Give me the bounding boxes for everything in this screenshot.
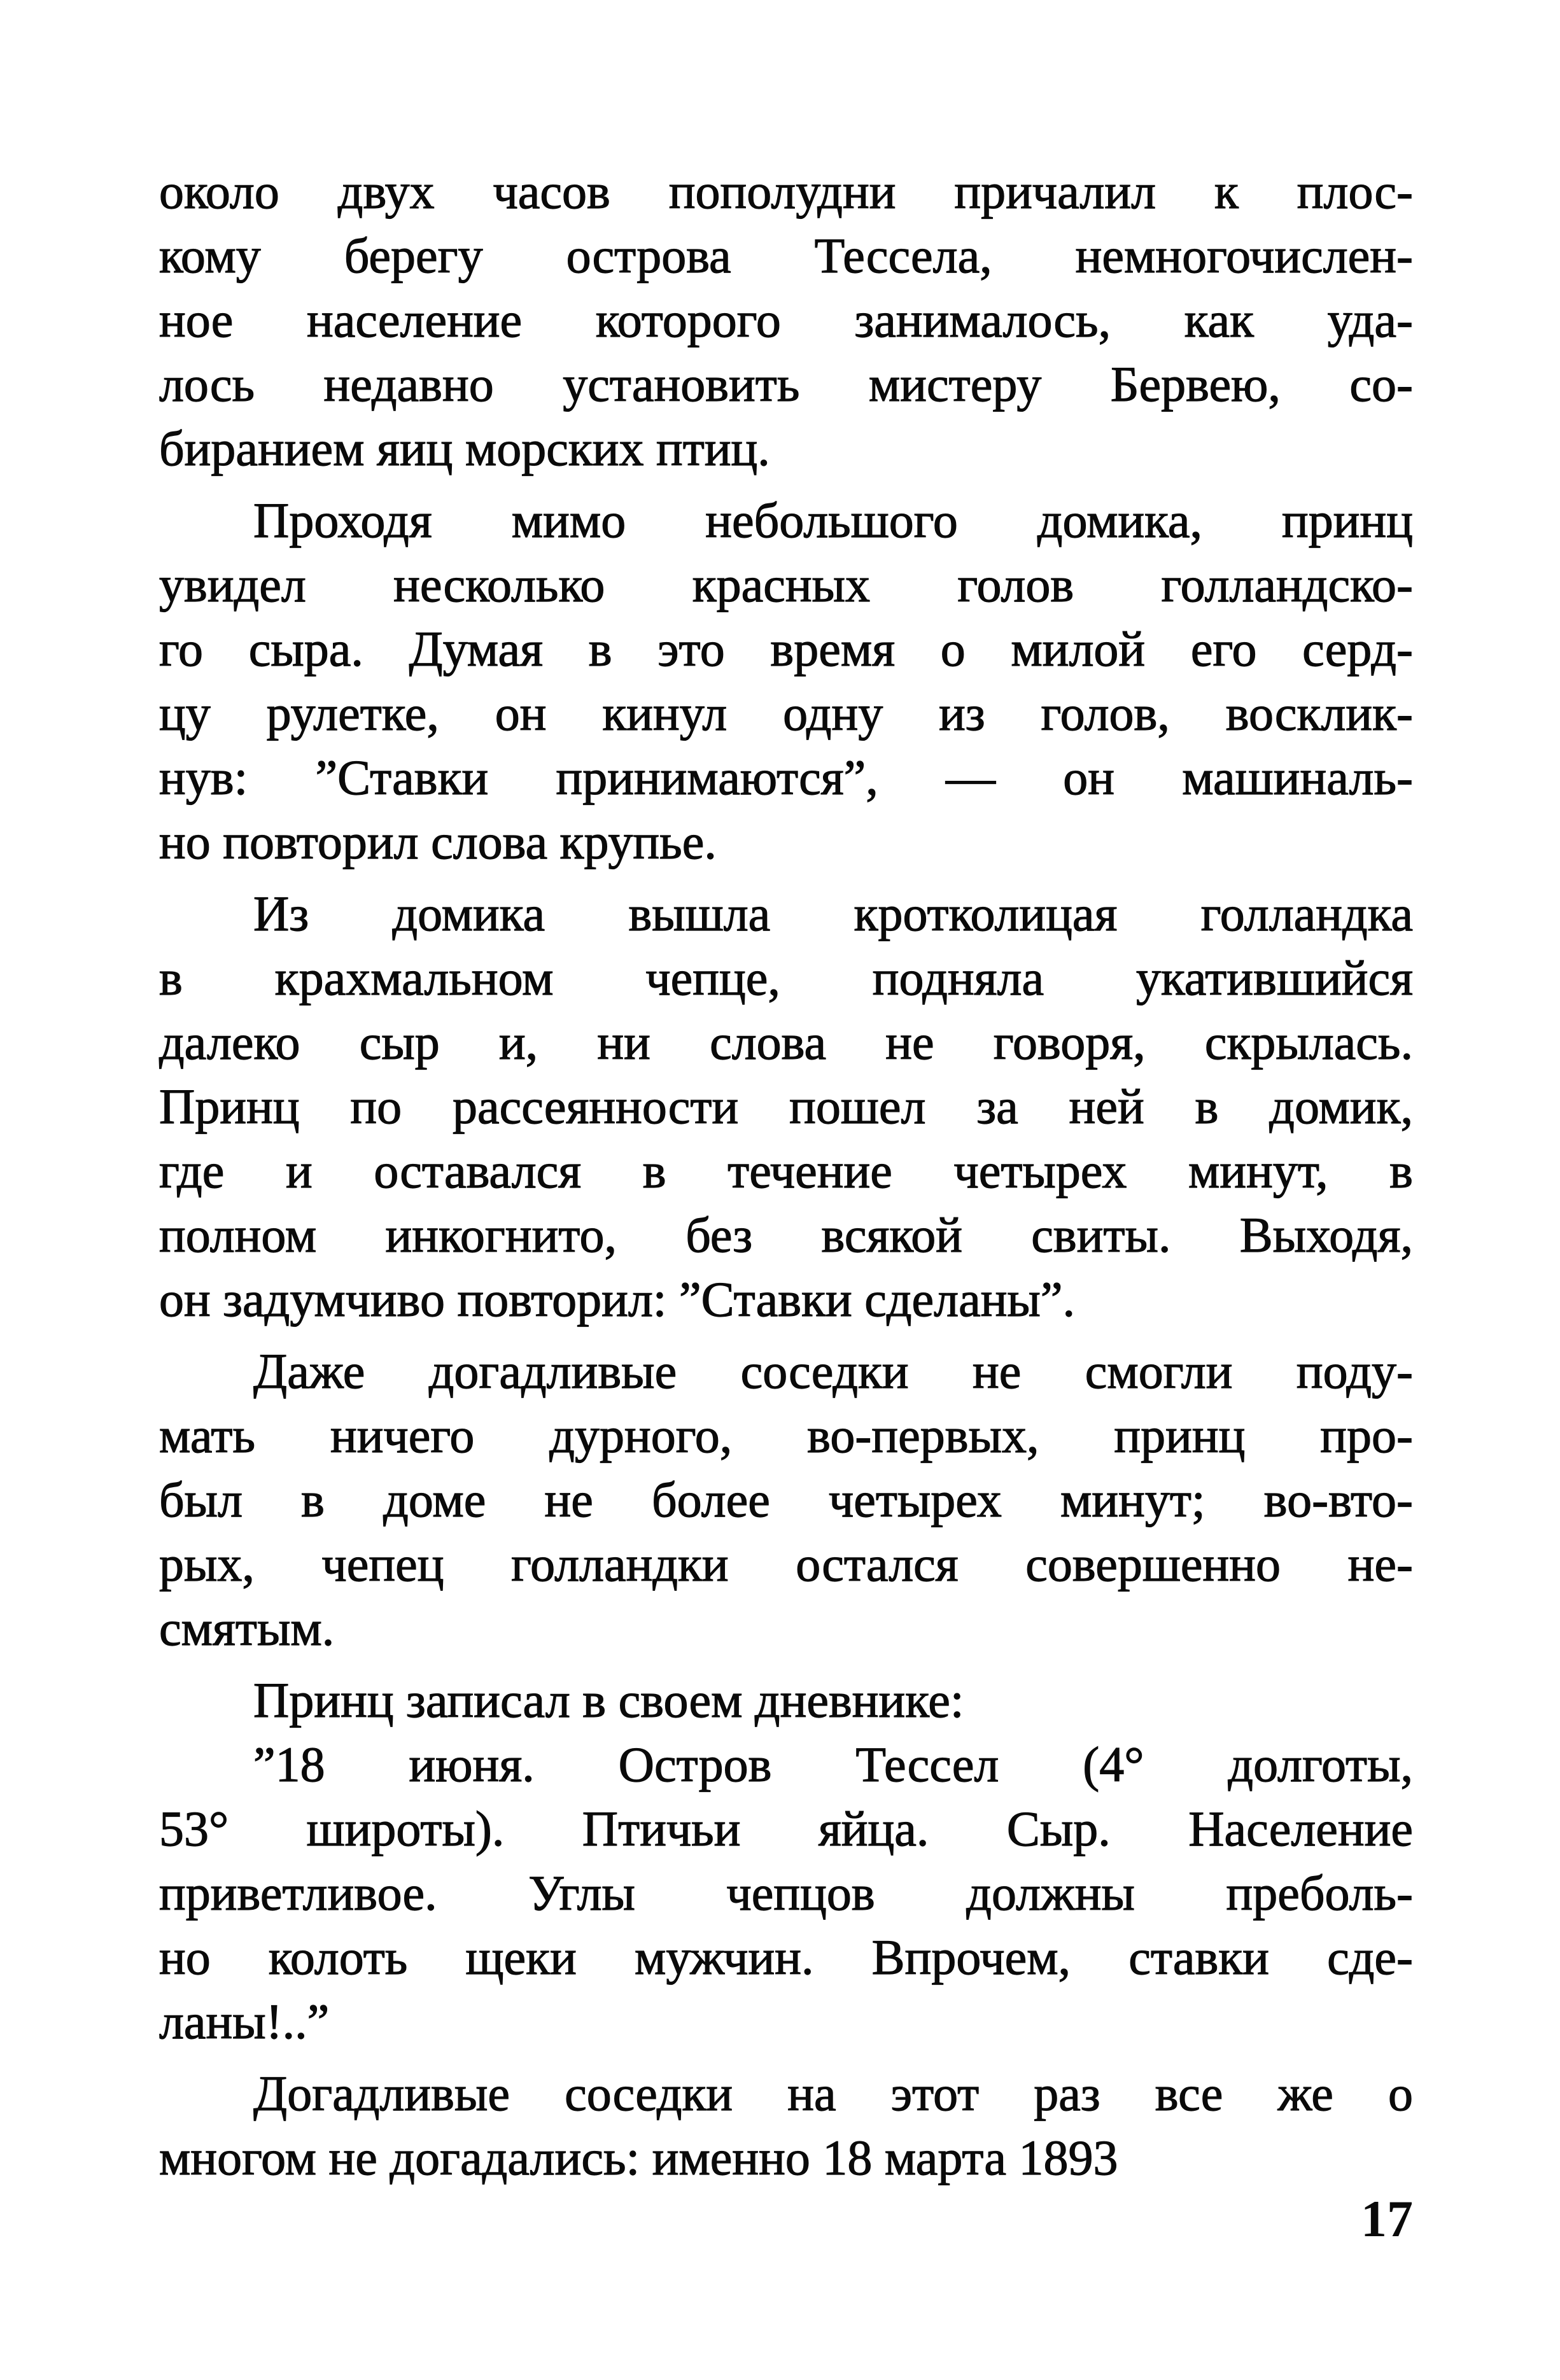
text-line: смятым. (159, 1600, 335, 1656)
text-line: Проходя мимо небольшого домика, принц (253, 493, 1413, 548)
text-line: в крахмальном чепце, подняла укатившийся (159, 950, 1413, 1005)
text-line: где и оставался в течение четырех минут, в (159, 1143, 1413, 1198)
text-line: Догадливые соседки на этот раз все же о (253, 2066, 1413, 2121)
text-line: Принц записал в своем дневнике: (253, 1672, 964, 1728)
text-line: цу рулетке, он кинул одну из голов, восклик- (159, 685, 1413, 741)
paragraph-4 (159, 1339, 1413, 1660)
paragraph-2 (159, 488, 1413, 874)
text-line: полном инкогнито, без всякой свиты. Выходя, (159, 1207, 1413, 1263)
text-line: го сыра. Думая в это время о милой его серд- (159, 621, 1413, 676)
text-line: но повторил слова крупье. (159, 814, 717, 869)
text-line: Принц по рассеянности пошел за ней в домик, (159, 1079, 1413, 1134)
text-line: приветливое. Углы чепцов должны преболь- (159, 1865, 1413, 1921)
text-line: Из домика вышла кротколицая голландка (253, 886, 1413, 941)
text-line: ”18 июня. Остров Тессел (4° долготы, (253, 1737, 1413, 1792)
paragraph-3 (159, 881, 1413, 1331)
text-line: многом не догадались: именно 18 марта 1893 (159, 2130, 1118, 2185)
paragraph-6-diary-entry (159, 1732, 1413, 2054)
text-line: Даже догадливые соседки не смогли поду- (253, 1343, 1413, 1399)
paragraph-7 (159, 2061, 1413, 2190)
paragraph-5 (159, 1668, 1413, 1732)
text-line: лось недавно установить мистеру Бервею, со- (159, 356, 1413, 412)
text-line: 53° широты). Птичьи яйца. Сыр. Население (159, 1801, 1413, 1856)
text-line: кому берегу острова Тессела, немногочислен- (159, 228, 1413, 283)
text-line: около двух часов пополудни причалил к плос- (159, 164, 1413, 219)
text-line: был в доме не более четырех минут; во-вто- (159, 1472, 1413, 1527)
text-line: биранием яиц морских птиц. (159, 421, 770, 476)
text-line: ное население которого занималось, как уда- (159, 292, 1413, 347)
text-line: но колоть щеки мужчин. Впрочем, ставки сде- (159, 1929, 1413, 1985)
text-line: рых, чепец голландки остался совершенно не- (159, 1536, 1413, 1592)
text-line: он задумчиво повторил: ”Ставки сделаны”. (159, 1271, 1075, 1327)
text-line: ланы!..” (159, 1994, 330, 2049)
paragraph-1 (159, 159, 1413, 480)
text-line: далеко сыр и, ни слова не говоря, скрылась. (159, 1014, 1413, 1070)
text-line: нув: ”Ставки принимаются”, — он машиналь- (159, 750, 1413, 805)
text-line: увидел несколько красных голов голландско- (159, 557, 1413, 612)
page-body (159, 159, 1413, 2190)
page-number: 17 (1361, 2190, 1413, 2248)
text-line: мать ничего дурного, во-первых, принц про- (159, 1408, 1413, 1463)
